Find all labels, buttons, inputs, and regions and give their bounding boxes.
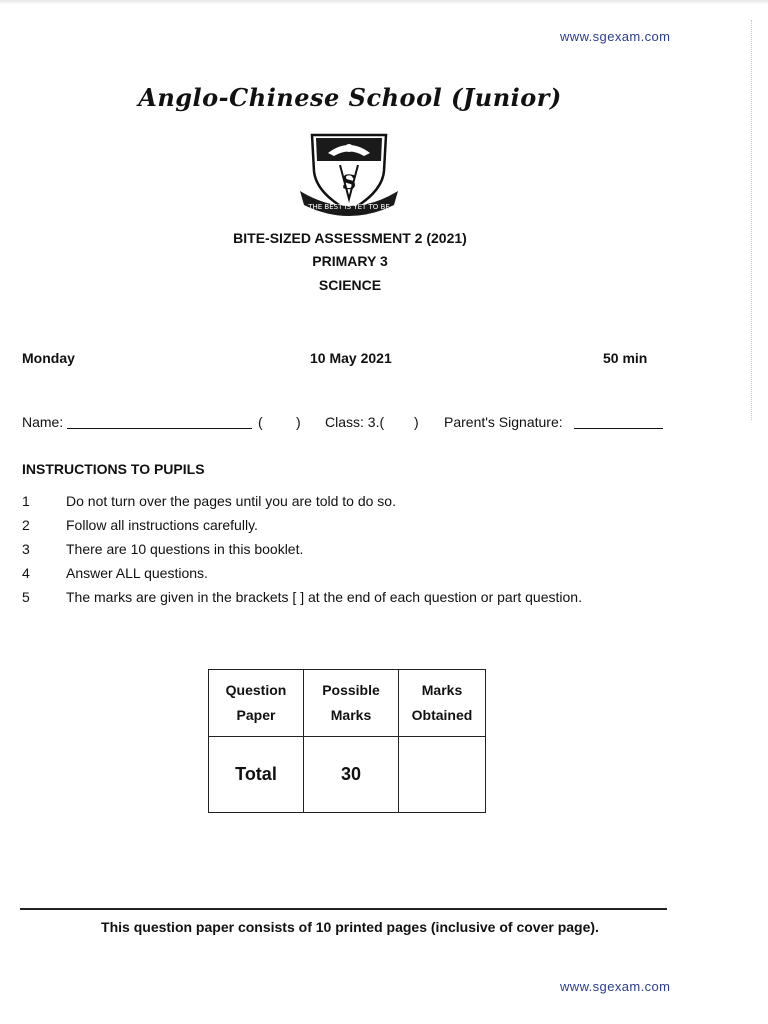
marks-table-total-row <box>209 737 486 813</box>
register-bracket-open: ( <box>258 414 263 430</box>
page-count-note: This question paper consists of 10 printed pages (inclusive of cover page). <box>101 919 599 935</box>
footer-divider <box>20 908 667 910</box>
instructions-heading: INSTRUCTIONS TO PUPILS <box>22 461 205 477</box>
header-question-paper <box>209 670 304 737</box>
instruction-number: 4 <box>22 565 30 581</box>
watermark-top: www.sgexam.com <box>560 29 671 44</box>
instruction-number: 5 <box>22 589 30 605</box>
crest-motto: THE BEST IS YET TO BE <box>308 203 390 211</box>
assessment-subject: SCIENCE <box>318 277 382 293</box>
header-line: Possible <box>322 682 380 698</box>
instruction-text: Follow all instructions carefully. <box>66 517 258 533</box>
scan-dots <box>750 20 752 420</box>
header-line: Paper <box>236 707 276 723</box>
svg-text:S: S <box>341 170 357 194</box>
exam-duration: 50 min <box>603 350 648 366</box>
instruction-text: Do not turn over the pages until you are told to do so. <box>66 493 396 509</box>
assessment-title: BITE-SIZED ASSESSMENT 2 (2021) <box>233 230 467 246</box>
instruction-number: 2 <box>22 517 30 533</box>
signature-label: Parent's Signature: <box>444 414 563 430</box>
header-marks-obtained <box>399 670 486 737</box>
name-label: Name: <box>22 414 64 430</box>
class-label: Class: 3.( <box>325 414 385 430</box>
total-possible-marks: 30 <box>304 737 399 813</box>
instruction-number: 3 <box>22 541 30 557</box>
header-line: Question <box>225 682 287 698</box>
marks-table <box>208 669 486 813</box>
exam-day: Monday <box>22 350 75 366</box>
header-possible-marks <box>304 670 399 737</box>
watermark-bottom: www.sgexam.com <box>560 979 671 994</box>
school-name: Anglo-Chinese School (Junior) <box>138 83 562 112</box>
total-marks-obtained-field[interactable] <box>399 737 486 813</box>
register-bracket-close: ) <box>296 414 301 430</box>
marks-table-header <box>209 670 486 737</box>
header-line: Marks <box>421 682 463 698</box>
instruction-number: 1 <box>22 493 30 509</box>
assessment-level: PRIMARY 3 <box>312 253 388 269</box>
instruction-text: There are 10 questions in this booklet. <box>66 541 304 557</box>
instruction-text: The marks are given in the brackets [ ] at the end of each question or part question. <box>66 589 582 605</box>
header-line: Marks <box>330 707 372 723</box>
total-label: Total <box>209 737 304 813</box>
school-crest-logo <box>298 129 400 221</box>
instruction-text: Answer ALL questions. <box>66 565 208 581</box>
class-bracket-close: ) <box>414 414 419 430</box>
signature-field[interactable] <box>574 428 663 429</box>
header-line: Obtained <box>411 707 473 723</box>
scan-edge <box>0 0 768 5</box>
exam-date: 10 May 2021 <box>310 350 392 366</box>
name-field[interactable] <box>67 428 252 429</box>
